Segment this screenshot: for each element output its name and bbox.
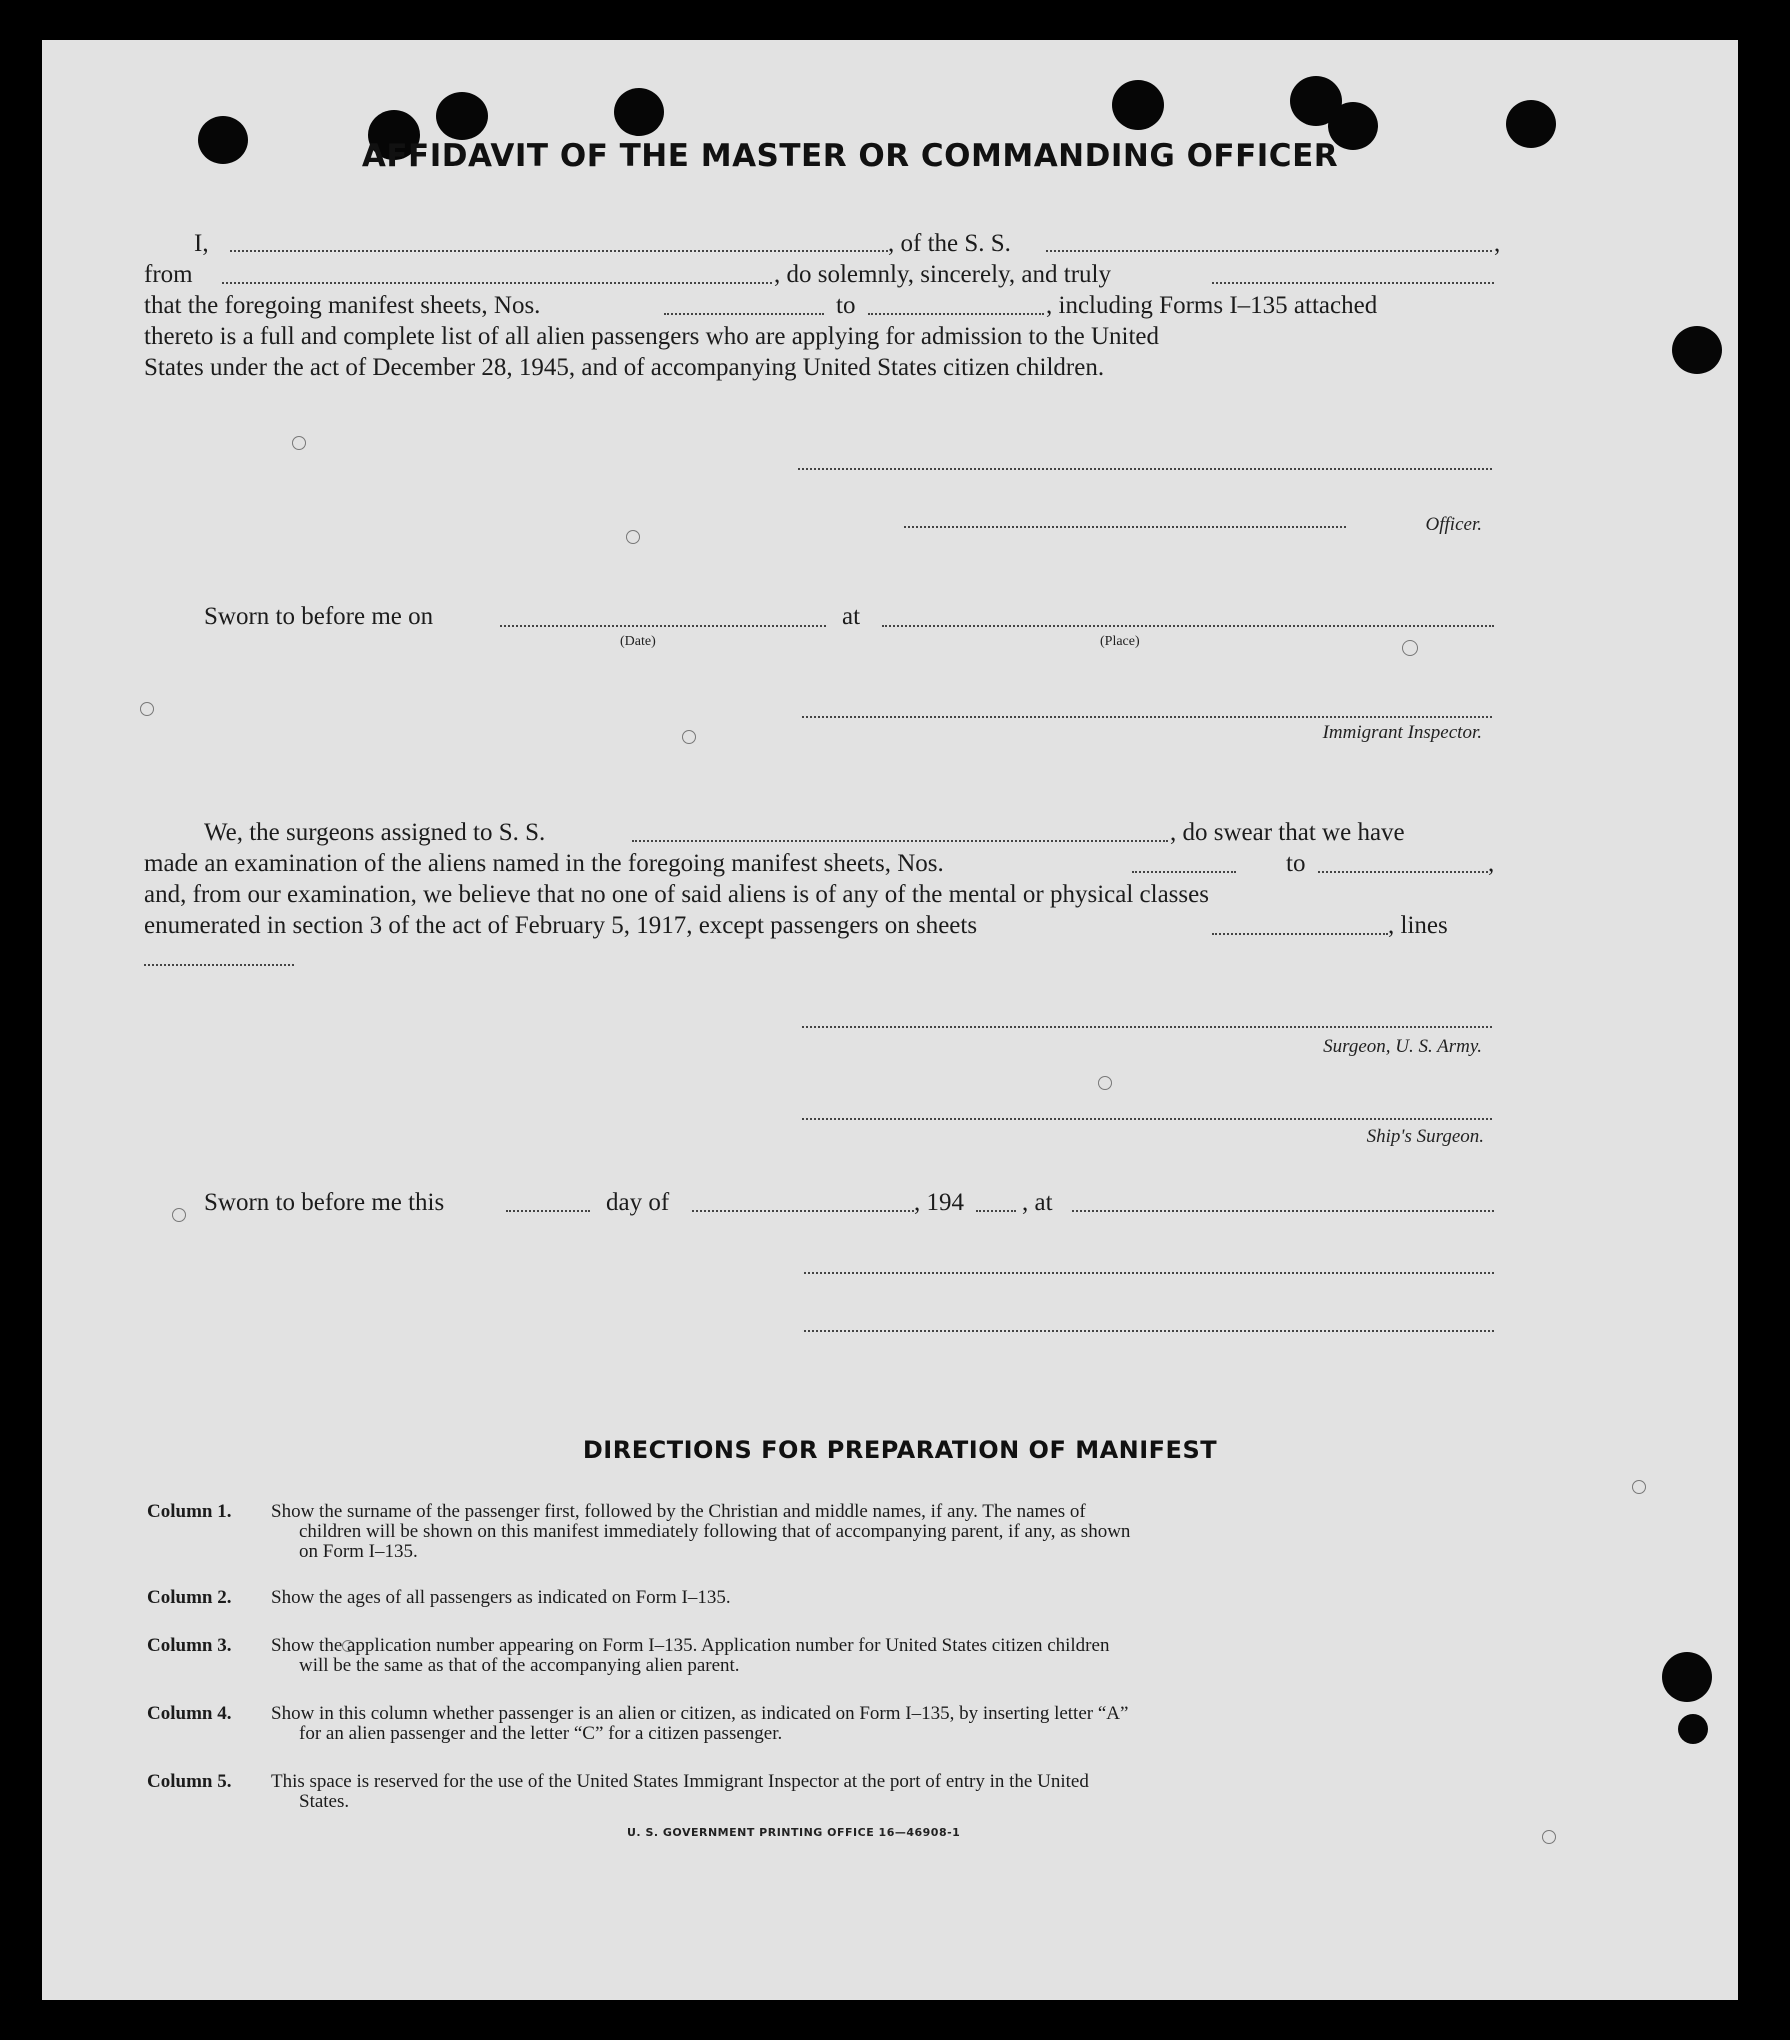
surgeon-caption: Surgeon, U. S. Army. (1323, 1036, 1482, 1057)
sworn-day-field[interactable] (506, 1210, 590, 1212)
page-title: AFFIDAVIT OF THE MASTER OR COMMANDING OFFICER (361, 138, 1339, 174)
text: on Form I–135. (299, 1541, 418, 1562)
speck (172, 1208, 186, 1222)
sworn-signature-line-2[interactable] (804, 1330, 1494, 1332)
place-caption: (Place) (1100, 634, 1140, 649)
column-label: Column 5. (147, 1771, 232, 1792)
text: , including Forms I–135 attached (1046, 292, 1378, 319)
text: States. (299, 1791, 350, 1812)
speck (1542, 1830, 1556, 1844)
sheets-from-field[interactable] (1132, 871, 1236, 873)
officer-caption: Officer. (1425, 514, 1482, 535)
text: to (1286, 850, 1306, 877)
text: thereto is a full and complete list of all alien passengers who are applying for admission to the United (144, 323, 1160, 350)
text: Show the application number appearing on Form I–135. Application number for United States citizen children (271, 1635, 1110, 1656)
sworn-at-field[interactable] (1072, 1210, 1494, 1212)
column-text (271, 1704, 1507, 1744)
speck (1098, 1076, 1112, 1090)
text: will be the same as that of the accompanying alien parent. (299, 1655, 740, 1676)
sworn-place-field[interactable] (882, 625, 1494, 627)
text: Show the surname of the passenger first, followed by the Christian and middle names, if any. The names of (271, 1501, 1086, 1522)
ship-surgeon-signature-line[interactable] (802, 1118, 1492, 1120)
text: at (842, 603, 861, 630)
text: children will be shown on this manifest immediately following that of accompanying parent, if any, as shown (299, 1521, 1131, 1542)
text: and, from our examination, we believe that no one of said aliens is of any of the mental or physical classes (144, 881, 1209, 908)
nos-to-field[interactable] (868, 313, 1044, 315)
officer-signature-line-2[interactable] (904, 526, 1346, 528)
inspector-caption: Immigrant Inspector. (1322, 722, 1482, 743)
text: , at (1022, 1189, 1053, 1216)
text: for an alien passenger and the letter “C” for a citizen passenger. (299, 1723, 783, 1744)
document-page (42, 40, 1738, 2000)
punch-hole (1112, 80, 1164, 130)
sworn-year-field[interactable] (976, 1210, 1016, 1212)
column-label: Column 1. (147, 1501, 232, 1522)
punch-hole (614, 88, 664, 136)
text: This space is reserved for the use of the United States Immigrant Inspector at the port of entry in the United (271, 1771, 1089, 1792)
nos-from-field[interactable] (664, 313, 824, 315)
column-label: Column 3. (147, 1635, 232, 1656)
text: We, the surgeons assigned to S. S. (204, 819, 546, 846)
text: Show in this column whether passenger is an alien or citizen, as indicated on Form I–135, by inserting letter “A” (271, 1703, 1129, 1724)
speck (292, 436, 306, 450)
sheets-to-field[interactable] (1318, 871, 1488, 873)
surgeons-ship-field[interactable] (632, 840, 1168, 842)
text: from (144, 261, 193, 288)
speck (1632, 1480, 1646, 1494)
text: to (836, 292, 856, 319)
column-text (271, 1636, 1507, 1676)
surgeon-signature-line[interactable] (802, 1026, 1492, 1028)
except-sheets-field[interactable] (1212, 933, 1388, 935)
text: , lines (1388, 912, 1448, 939)
punch-hole (1662, 1652, 1712, 1702)
sworn-date-field[interactable] (500, 625, 826, 627)
text: , do swear that we have (1170, 819, 1405, 846)
printer-footer: U. S. GOVERNMENT PRINTING OFFICE 16—46908-1 (627, 1826, 961, 1839)
para1-line1 (194, 229, 209, 259)
text: Sworn to before me this (204, 1189, 445, 1216)
name-field[interactable] (230, 250, 888, 252)
text: enumerated in section 3 of the act of February 5, 1917, except passengers on sheets (144, 912, 978, 939)
column-text (271, 1772, 1507, 1812)
date-caption: (Date) (620, 634, 656, 649)
text: , (1488, 850, 1495, 877)
punch-hole (1672, 326, 1722, 374)
directions-title: DIRECTIONS FOR PREPARATION OF MANIFEST (582, 1436, 1218, 1464)
sworn-month-field[interactable] (692, 1210, 914, 1212)
ship-surgeon-caption: Ship's Surgeon. (1366, 1126, 1484, 1147)
column-text (271, 1502, 1507, 1562)
punch-hole (436, 92, 488, 140)
truly-field[interactable] (1212, 282, 1494, 284)
text: , (1494, 230, 1501, 257)
text: States under the act of December 28, 1945, and of accompanying United States citizen children. (144, 354, 1105, 381)
sworn-signature-line[interactable] (804, 1272, 1494, 1274)
text: Show the ages of all passengers as indicated on Form I–135. (271, 1587, 731, 1608)
text: , do solemnly, sincerely, and truly (774, 261, 1111, 288)
speck (626, 530, 640, 544)
lines-field[interactable] (144, 964, 294, 966)
ship-field[interactable] (1046, 250, 1492, 252)
officer-signature-line[interactable] (798, 468, 1492, 470)
text: Sworn to before me on (204, 603, 434, 630)
column-label: Column 2. (147, 1587, 232, 1608)
text: I, (194, 230, 209, 257)
text: that the foregoing manifest sheets, Nos. (144, 292, 541, 319)
column-text (271, 1588, 1507, 1608)
text: made an examination of the aliens named in the foregoing manifest sheets, Nos. (144, 850, 944, 877)
punch-hole (1678, 1714, 1708, 1744)
speck (140, 702, 154, 716)
speck (682, 730, 696, 744)
from-field[interactable] (222, 282, 772, 284)
inspector-signature-line[interactable] (802, 716, 1492, 718)
text: day of (606, 1189, 670, 1216)
text: , of the S. S. (888, 230, 1011, 257)
column-label: Column 4. (147, 1703, 232, 1724)
text: , 194 (914, 1189, 964, 1216)
speck (1402, 640, 1418, 656)
